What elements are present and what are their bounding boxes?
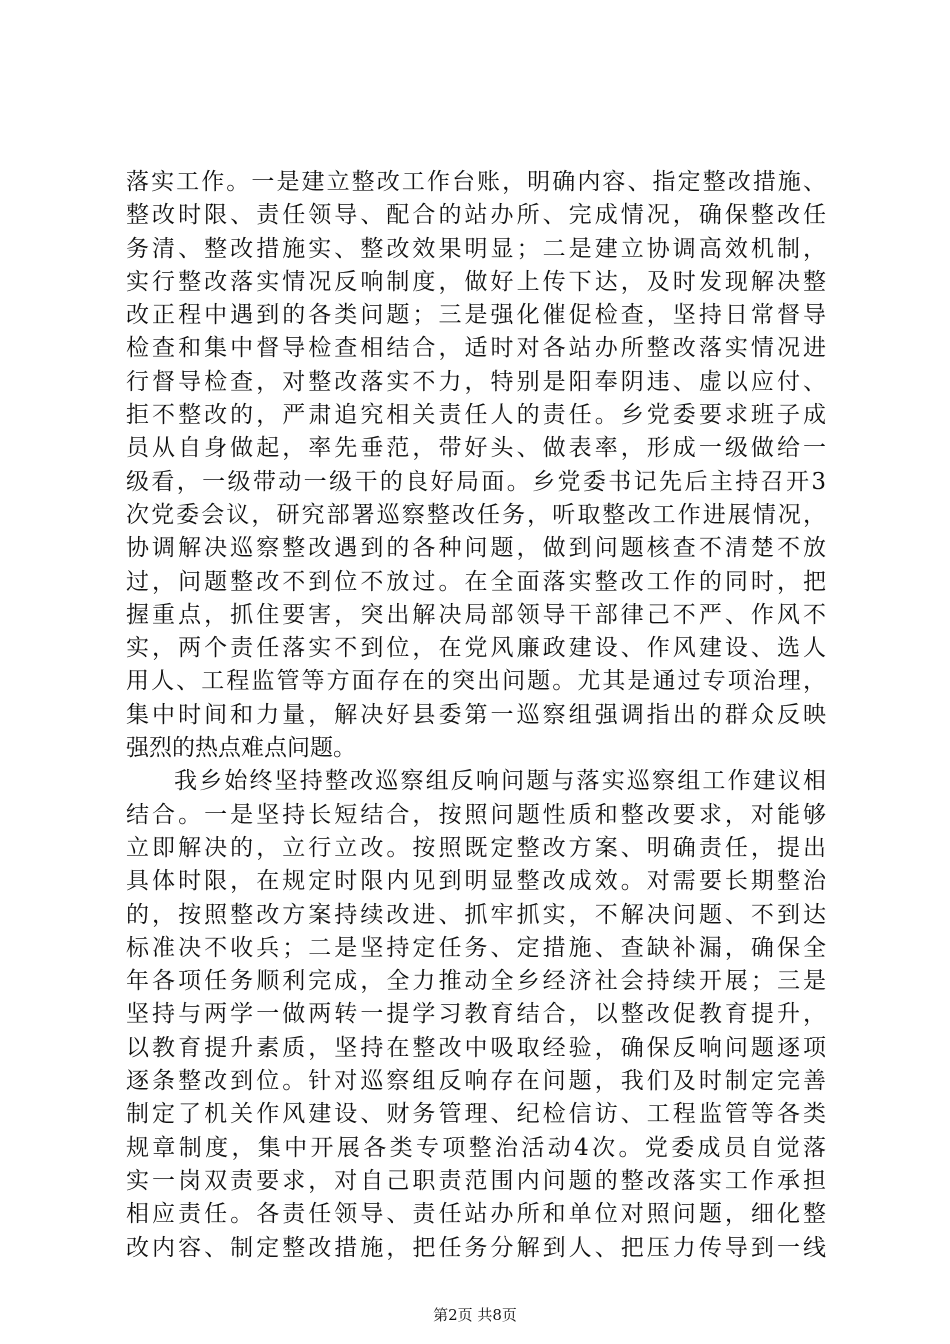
text-line: 相应责任。各责任领导、责任站办所和单位对照问题，细化整 (126, 1201, 826, 1228)
text-line: 实一岗双责要求，对自己职责范围内问题的整改落实工作承担 (126, 1167, 826, 1194)
text-line: 检查和集中督导检查相结合，适时对各站办所整改落实情况进 (126, 335, 826, 362)
text-line: 拒不整改的，严肃追究相关责任人的责任。乡党委要求班子成 (126, 402, 826, 429)
text-line: 过，问题整改不到位不放过。在全面落实整改工作的同时，把 (126, 568, 826, 595)
text-line: 具体时限，在规定时限内见到明显整改成效。对需要长期整治 (126, 868, 826, 895)
text-line: 制定了机关作风建设、财务管理、纪检信访、工程监管等各类 (126, 1101, 826, 1128)
text-line: 年各项任务顺利完成，全力推动全乡经济社会持续开展；三是 (126, 968, 826, 995)
text-line: 落实工作。一是建立整改工作台账，明确内容、指定整改措施、 (126, 169, 826, 195)
body-text (126, 166, 826, 1265)
text-line: 用人、工程监管等方面存在的突出问题。尤其是通过专项治理， (126, 668, 826, 695)
paragraph-1 (126, 166, 826, 765)
text-line: 结合。一是坚持长短结合，按照问题性质和整改要求，对能够 (126, 801, 826, 828)
text-line: 坚持与两学一做两转一提学习教育结合，以整改促教育提升， (126, 1001, 826, 1028)
text-line: 逐条整改到位。针对巡察组反响存在问题，我们及时制定完善 (126, 1068, 826, 1095)
text-line: 务清、整改措施实、整改效果明显；二是建立协调高效机制， (126, 235, 826, 262)
page-number-label: 第2页 共8页 (433, 1306, 517, 1324)
text-line: 行督导检查，对整改落实不力，特别是阳奉阴违、虚以应付、 (126, 368, 826, 395)
text-line: 我乡始终坚持整改巡察组反响问题与落实巡察组工作建议相 (174, 768, 826, 795)
text-line: 员从自身做起，率先垂范，带好头、做表率，形成一级做给一 (126, 435, 826, 462)
text-line: 强烈的热点难点问题。 (126, 735, 356, 762)
text-line: 级看，一级带动一级干的良好局面。乡党委书记先后主持召开3 (126, 468, 826, 495)
text-line: 次党委会议，研究部署巡察整改任务，听取整改工作进展情况， (126, 501, 826, 528)
text-line: 整改时限、责任领导、配合的站办所、完成情况，确保整改任 (126, 202, 826, 229)
text-line: 的，按照整改方案持续改进、抓牢抓实，不解决问题、不到达 (126, 901, 826, 928)
text-line: 标准决不收兵；二是坚持定任务、定措施、查缺补漏，确保全 (126, 934, 826, 961)
text-line: 以教育提升素质，坚持在整改中吸取经验，确保反响问题逐项 (126, 1034, 826, 1061)
text-line: 协调解决巡察整改遇到的各种问题，做到问题核查不清楚不放 (126, 535, 826, 562)
text-line: 规章制度，集中开展各类专项整治活动4次。党委成员自觉落 (126, 1134, 826, 1161)
text-line: 改正程中遇到的各类问题；三是强化催促检查，坚持日常督导 (126, 302, 826, 329)
text-line: 实，两个责任落实不到位，在党风廉政建设、作风建设、选人 (126, 635, 826, 662)
text-line: 握重点，抓住要害，突出解决局部领导干部律己不严、作风不 (126, 601, 826, 628)
text-line: 实行整改落实情况反响制度，做好上传下达，及时发现解决整 (126, 268, 826, 295)
text-line: 改内容、制定整改措施，把任务分解到人、把压力传导到一线 (126, 1234, 826, 1261)
text-line: 集中时间和力量，解决好县委第一巡察组强调指出的群众反映 (126, 701, 826, 728)
text-line: 立即解决的，立行立改。按照既定整改方案、明确责任，提出 (126, 834, 826, 861)
paragraph-2 (126, 765, 826, 1264)
page-footer (0, 1305, 950, 1325)
